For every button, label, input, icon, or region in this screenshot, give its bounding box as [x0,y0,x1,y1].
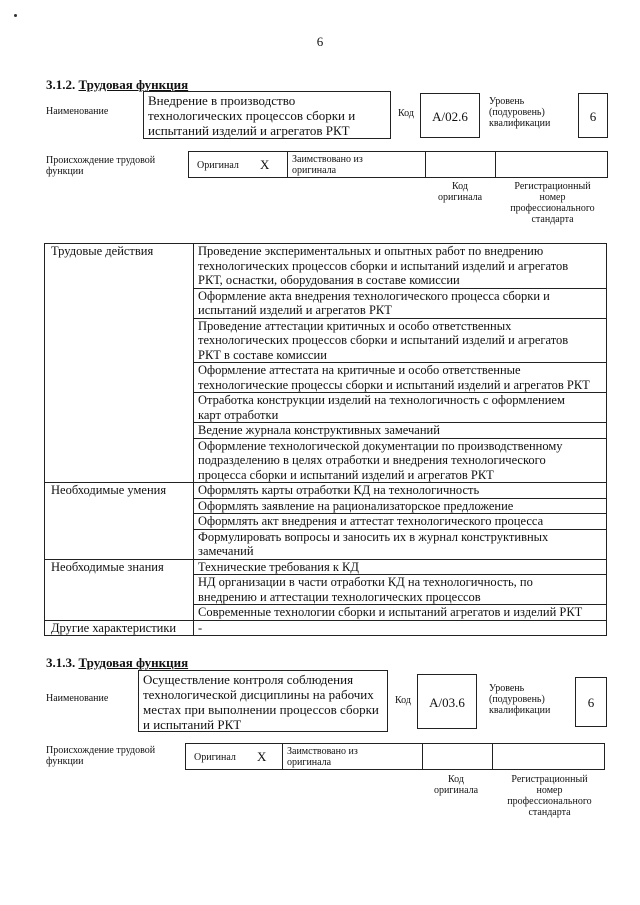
table-cell [194,498,607,514]
cell-divider [425,152,426,177]
cell-line: Оформление технологической документации по производственному [198,438,563,453]
section-number: 3.1.3. [46,655,76,670]
level-value: 6 [575,677,607,727]
cell-line: подразделению в целях отработки и внедрения технологического [198,453,546,467]
level-label-line: квалификации [489,705,551,716]
caption-line: Регистрационный [514,181,591,192]
table-cell [194,423,607,439]
code-label: Код [395,695,411,706]
page-number: 6 [316,34,324,49]
cell-divider [495,152,496,177]
origin-row [185,743,605,770]
borrowed-label-line: оригинала [292,165,337,176]
function-name-line: и испытаний РКТ [143,717,242,732]
level-label-line: Уровень [489,683,525,694]
table-cell [194,363,607,393]
caption-line: оригинала [433,785,479,796]
code-value: A/03.6 [417,674,477,729]
function-name-line: технологических процессов сборки и [148,108,356,123]
origin-label-line: Происхождение трудовой [46,745,156,756]
level-label-line: (подуровень) [489,694,545,705]
cell-line: замечаний [198,544,254,558]
function-name-line: Осуществление контроля соблюдения [143,672,354,687]
table-cell [194,575,607,605]
section-heading-313 [46,655,188,671]
section-number: 3.1.2. [46,77,76,92]
origin-row [188,151,608,178]
borrowed-label [287,746,358,768]
code-original-caption [416,774,496,796]
cell-line: Оформлять заявление на рационализаторское предложение [198,498,514,513]
code-value: A/02.6 [420,93,480,138]
table-cell [194,529,607,559]
original-mark: X [260,157,270,172]
cell-line: Оформлять карты отработки КД на технологичность [198,483,480,497]
table-row [45,559,607,575]
level-label-line: Уровень [489,96,525,107]
caption-line: номер [536,785,563,796]
cell-divider [492,744,493,769]
original-label: Оригинал [197,160,239,171]
caption-line: профессионального [507,796,592,807]
origin-label [46,155,155,177]
cell-line: Отработка конструкции изделий на технологичность с оформлением [198,393,565,407]
borrowed-label [292,154,363,176]
cell-line: Проведение экспериментальных и опытных работ по внедрению [198,244,544,258]
cell-line: Оформление акта внедрения технологического процесса сборки и [198,288,550,303]
cell-line: Оформление аттестата на критичные и особо ответственные [198,363,521,377]
function-name-line: технологической дисциплины на рабочих [143,687,374,702]
code-original-caption [420,181,500,203]
cell-line: внедрению и аттестации технологических процессов [198,589,481,604]
cell-line: технологических процессов сборки и испытаний изделий и агрегатов [198,333,569,347]
cell-line: технологических процессов сборки и испытаний изделий и агрегатов [198,258,569,273]
cell-line: испытаний изделий и агрегатов РКТ [198,303,392,317]
function-name-box [143,91,391,139]
category-label: Необходимые знания [45,559,194,620]
category-label: Необходимые умения [45,483,194,560]
caption-line: Регистрационный [511,774,588,785]
level-label [489,96,550,129]
table-cell [194,318,607,363]
table-cell [194,438,607,483]
caption-line: оригинала [437,192,483,203]
cell-line: Проведение аттестации критичных и особо ответственных [198,318,512,333]
cell-line: карт отработки [198,407,279,422]
function-name-line: Внедрение в производство [148,93,296,108]
cell-line: процесса сборки и испытаний изделий и агрегатов РКТ [198,467,494,482]
section-title: Трудовая функция [78,77,189,92]
table-row [45,620,607,636]
reg-number-caption [500,181,605,225]
original-mark: X [257,749,267,764]
origin-label-line: Происхождение трудовой [46,155,156,166]
function-name-line: испытаний изделий и агрегатов РКТ [148,123,350,138]
level-label-line: (подуровень) [489,107,545,118]
cell-divider [282,744,283,769]
table-cell [194,605,607,621]
cell-line: РКТ в составе комиссии [198,347,327,362]
cell-line: Технические требования к КД [198,559,359,574]
borrowed-label-line: Заимствовано из [292,154,363,165]
caption-line: Код [448,774,464,785]
borrowed-label-line: оригинала [287,757,332,768]
reg-number-caption [497,774,602,818]
origin-label [46,745,155,767]
caption-line: Код [452,181,468,192]
category-label: Трудовые действия [45,244,194,483]
cell-line: НД организации в части отработки КД на технологичность, по [198,575,533,589]
function-details-table [44,243,607,636]
function-name-line: местах при выполнении процессов сборки [143,702,379,717]
name-label: Наименование [46,106,109,117]
cell-divider [287,152,288,177]
cell-line: Ведение журнала конструктивных замечаний [198,423,440,437]
cell-divider [422,744,423,769]
table-cell [194,393,607,423]
origin-label-line: функции [46,756,84,767]
cell-line: Современные технологии сборки и испытаний агрегатов и изделий РКТ [198,605,583,619]
cell-line: РКТ, оснастки, оборудования в составе комиссии [198,273,460,287]
category-label: Другие характеристики [45,620,194,636]
level-label [489,683,550,716]
name-label: Наименование [46,693,109,704]
caption-line: номер [539,192,566,203]
cell-line: технологические процессы сборки и испытаний изделий и агрегатов РКТ [198,377,590,392]
table-cell [194,288,607,318]
caption-line: профессионального [510,203,595,214]
level-label-line: квалификации [489,118,551,129]
table-cell [194,244,607,289]
borrowed-label-line: Заимствовано из [287,746,358,757]
level-value: 6 [578,93,608,138]
cell-line: Формулировать вопросы и заносить их в журнал конструктивных [198,529,549,544]
caption-line: стандарта [531,214,574,225]
table-cell: - [194,620,607,636]
table-cell [194,559,607,575]
table-row [45,483,607,499]
function-name-box [138,670,388,732]
table-row [45,244,607,289]
original-label: Оригинал [194,752,236,763]
table-cell [194,483,607,499]
table-cell [194,514,607,530]
section-title: Трудовая функция [78,655,189,670]
scan-speck [14,14,17,17]
caption-line: стандарта [528,807,571,818]
code-label: Код [398,108,414,119]
origin-label-line: функции [46,166,84,177]
cell-line: Оформлять акт внедрения и аттестат технологического процесса [198,514,544,528]
